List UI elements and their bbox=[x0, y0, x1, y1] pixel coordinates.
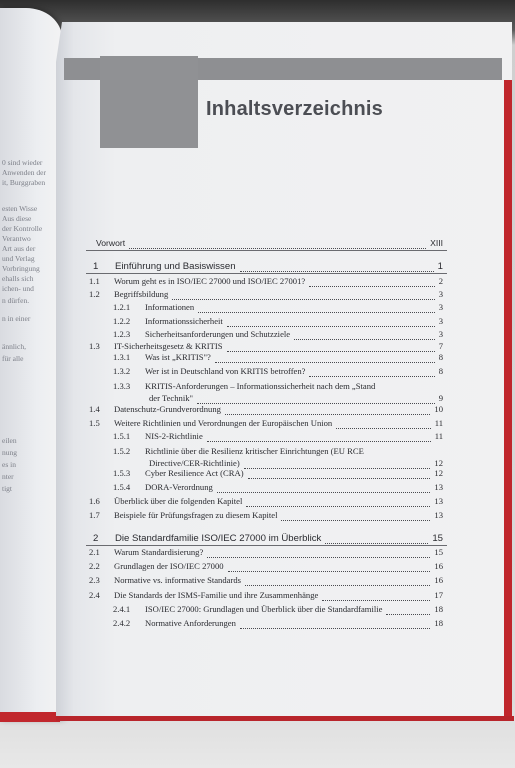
toc-entry-title: Einführung und Basiswissen bbox=[115, 261, 236, 272]
toc-dot-leader bbox=[281, 510, 430, 521]
toc-entry-page: 3 bbox=[438, 289, 443, 299]
left-page-text-fragment: Aus diese bbox=[2, 214, 32, 223]
left-page-text-fragment: 0 sind wieder bbox=[2, 158, 43, 167]
toc-dot-leader bbox=[245, 575, 430, 586]
toc-entry bbox=[0, 618, 515, 632]
toc-entry-title: Sicherheitsanforderungen und Schutzziele bbox=[145, 329, 291, 339]
left-page-text-fragment: ännlich, bbox=[2, 342, 26, 351]
toc-dot-leader bbox=[227, 316, 435, 327]
toc-entry-page: 16 bbox=[434, 575, 443, 585]
toc-entry-number: 1.3 bbox=[89, 341, 100, 351]
toc-entry-page: 10 bbox=[434, 404, 443, 414]
toc-entry-number: 2.4 bbox=[89, 590, 100, 600]
toc-dot-leader bbox=[217, 482, 430, 493]
left-page-text-fragment: n dürfen. bbox=[2, 296, 30, 305]
toc-entry-number: 2.1 bbox=[89, 547, 100, 557]
toc-entry-page: 16 bbox=[434, 561, 443, 571]
toc-entry bbox=[0, 547, 515, 561]
toc-entry-page: 17 bbox=[434, 590, 443, 600]
toc-entry bbox=[0, 276, 515, 290]
toc-dot-leader bbox=[309, 366, 435, 377]
toc-entry-title: Begriffsbildung bbox=[114, 289, 169, 299]
toc-dot-leader bbox=[248, 468, 430, 479]
toc-dot-leader bbox=[172, 289, 435, 300]
left-page-text-fragment: für alle bbox=[2, 354, 24, 363]
toc-entry-title: Was ist „KRITIS"? bbox=[145, 352, 211, 362]
toc-entry bbox=[0, 404, 515, 418]
left-page-text-fragment: Art aus der bbox=[2, 244, 36, 253]
toc-entry-title: Worum geht es in ISO/IEC 27000 und ISO/IEC 27001? bbox=[114, 276, 306, 286]
toc-entry-title: Datenschutz-Grundverordnung bbox=[114, 404, 221, 414]
toc-entry-number: 1.7 bbox=[89, 510, 100, 520]
toc-entry-page: 12 bbox=[434, 458, 443, 468]
toc-entry-page: 12 bbox=[434, 468, 443, 478]
toc-entry bbox=[0, 352, 515, 366]
left-page-text-fragment: eilen bbox=[2, 436, 17, 445]
toc-entry bbox=[0, 496, 515, 510]
toc-entry-page: 7 bbox=[438, 341, 443, 351]
toc-dot-leader bbox=[336, 418, 431, 429]
toc-entry-page: 15 bbox=[432, 533, 443, 544]
chapter-rule bbox=[86, 273, 447, 274]
toc-entry bbox=[0, 604, 515, 618]
toc-entry-title-continued: der Technik" bbox=[149, 393, 194, 403]
toc-entry-title: Warum Standardisierung? bbox=[114, 547, 204, 557]
toc-entry-number: 1.3.1 bbox=[113, 352, 131, 362]
toc-dot-leader bbox=[325, 533, 428, 544]
toc-entry-title: Die Standardfamilie ISO/IEC 27000 im Überblick bbox=[115, 533, 322, 544]
toc-entry-page: 11 bbox=[434, 431, 443, 441]
left-page-text-fragment: tigt bbox=[2, 484, 13, 493]
toc-entry-number: 1.6 bbox=[89, 496, 100, 506]
toc-dot-leader bbox=[246, 496, 430, 507]
toc-entry-number: 2.3 bbox=[89, 575, 100, 585]
toc-entry-number: 2.4.1 bbox=[113, 604, 131, 614]
toc-entry-number: 1.2.1 bbox=[113, 302, 131, 312]
toc-dot-leader bbox=[386, 604, 430, 615]
toc-entry-title: Beispiele für Prüfungsfragen zu diesem Kapitel bbox=[114, 510, 278, 520]
left-page-text-fragment: ichen- und bbox=[2, 284, 34, 293]
toc-entry-number: 1.3.2 bbox=[113, 366, 131, 376]
toc-dot-leader bbox=[197, 393, 435, 404]
toc-entry-page: 3 bbox=[438, 316, 443, 326]
toc-entry-title: Überblick über die folgenden Kapitel bbox=[114, 496, 243, 506]
toc-entry-number: 2.2 bbox=[89, 561, 100, 571]
toc-entry-page: 1 bbox=[437, 261, 443, 272]
toc-entry-page: 9 bbox=[438, 393, 443, 403]
toc-entry-page: 2 bbox=[438, 276, 443, 286]
toc-dot-leader bbox=[207, 431, 431, 442]
toc-entry-page: 18 bbox=[434, 604, 443, 614]
toc-entry bbox=[0, 316, 515, 330]
toc-dot-leader bbox=[227, 341, 435, 352]
toc-entry bbox=[0, 482, 515, 496]
toc-entry-title: Informationen bbox=[145, 302, 195, 312]
toc-dot-leader bbox=[225, 404, 430, 415]
toc-dot-leader bbox=[198, 302, 435, 313]
toc-entry-title: IT-Sicherheitsgesetz & KRITIS bbox=[114, 341, 223, 351]
toc-entry-title: DORA-Verordnung bbox=[145, 482, 213, 492]
left-page-text-fragment: ehalls sich bbox=[2, 274, 34, 283]
toc-entry-title: Vorwort bbox=[96, 238, 126, 248]
toc-entry-number: 1.5.3 bbox=[113, 468, 131, 478]
left-page-text-fragment: Verantwo bbox=[2, 234, 31, 243]
toc-entry-number: 1 bbox=[93, 261, 99, 272]
toc-entry-number: 1.1 bbox=[89, 276, 100, 286]
toc-entry-page: 13 bbox=[434, 482, 443, 492]
left-page-text-fragment: Vorbringung bbox=[2, 264, 40, 273]
left-page-text-fragment: und Verlag bbox=[2, 254, 35, 263]
toc-entry-page: 18 bbox=[434, 618, 443, 628]
left-page-text-fragment: Anwenden der bbox=[2, 168, 46, 177]
chapter-rule bbox=[86, 250, 447, 251]
toc-entry-title: KRITIS-Anforderungen – Informationssicherheit nach dem „Stand bbox=[145, 381, 376, 391]
toc-entry-title: Informationssicherheit bbox=[145, 316, 223, 326]
toc-entry bbox=[0, 510, 515, 524]
toc-entry bbox=[0, 366, 515, 380]
toc-entry-title: Die Standards der ISMS-Familie und ihre Zusammenhänge bbox=[114, 590, 319, 600]
toc-entry-title: Normative vs. informative Standards bbox=[114, 575, 241, 585]
chapter-rule bbox=[86, 545, 447, 546]
toc-entry-page: 8 bbox=[438, 352, 443, 362]
toc-entry-page: 11 bbox=[434, 418, 443, 428]
toc-dot-leader bbox=[207, 547, 430, 558]
toc-dot-leader bbox=[294, 329, 435, 340]
toc-entry-number: 1.5.2 bbox=[113, 446, 131, 456]
toc-entry-page: 13 bbox=[434, 510, 443, 520]
toc-entry bbox=[0, 302, 515, 316]
toc-dot-leader bbox=[309, 276, 435, 287]
toc-entry bbox=[0, 575, 515, 589]
toc-entry-title: Grundlagen der ISO/IEC 27000 bbox=[114, 561, 224, 571]
left-page-text-fragment: esten Wisse bbox=[2, 204, 38, 213]
toc-entry-page: 3 bbox=[438, 302, 443, 312]
toc-entry bbox=[0, 590, 515, 604]
toc-entry-number: 1.2.2 bbox=[113, 316, 131, 326]
toc-entry-number: 1.4 bbox=[89, 404, 100, 414]
toc-dot-leader bbox=[215, 352, 435, 363]
toc-entry-number: 1.5.4 bbox=[113, 482, 131, 492]
toc-entry-number: 2.4.2 bbox=[113, 618, 131, 628]
toc-entry bbox=[0, 561, 515, 575]
left-page-text-fragment: n in einer bbox=[2, 314, 31, 323]
toc-entry-page: 8 bbox=[438, 366, 443, 376]
left-page-text-fragment: it, Burggraben bbox=[2, 178, 46, 187]
toc-entry-number: 1.5 bbox=[89, 418, 100, 428]
toc-entry bbox=[0, 418, 515, 432]
toc-entry bbox=[0, 381, 515, 403]
toc-entry-number: 2 bbox=[93, 533, 99, 544]
toc-dot-leader bbox=[322, 590, 430, 601]
toc-entry-number: 1.3.3 bbox=[113, 381, 131, 391]
toc-entry-title: Weitere Richtlinien und Verordnungen der Europäischen Union bbox=[114, 418, 333, 428]
toc-entry-title: Wer ist in Deutschland von KRITIS betroffen? bbox=[145, 366, 306, 376]
toc-dot-leader bbox=[240, 261, 434, 272]
toc-entry-title: Normative Anforderungen bbox=[145, 618, 236, 628]
left-page-text-fragment: der Kontrolle bbox=[2, 224, 43, 233]
toc-entry bbox=[0, 289, 515, 303]
toc-entry-title: ISO/IEC 27000: Grundlagen und Überblick über die Standardfamilie bbox=[145, 604, 383, 614]
toc-entry-page: 13 bbox=[434, 496, 443, 506]
toc-entry-title: Cyber Resilience Act (CRA) bbox=[145, 468, 244, 478]
toc-entry-number: 1.5.1 bbox=[113, 431, 131, 441]
toc-entry-page: 3 bbox=[438, 329, 443, 339]
toc-entry-page: XIII bbox=[430, 238, 443, 248]
toc-entry-title-continued: Directive/CER-Richtlinie) bbox=[149, 458, 240, 468]
toc-dot-leader bbox=[129, 238, 426, 249]
toc-dot-leader bbox=[240, 618, 430, 629]
toc-entry bbox=[0, 431, 515, 445]
toc-entry-title: Richtlinie über die Resilienz kritischer Einrichtungen (EU RCE bbox=[145, 446, 364, 456]
toc-entry-title: NIS-2-Richtlinie bbox=[145, 431, 203, 441]
toc-entry-page: 15 bbox=[434, 547, 443, 557]
left-page-text-fragment: es in bbox=[2, 460, 16, 469]
page-title: Inhaltsverzeichnis bbox=[206, 98, 383, 120]
left-page-text-fragment: nung bbox=[2, 448, 17, 457]
toc-entry-number: 1.2.3 bbox=[113, 329, 131, 339]
toc-dot-leader bbox=[228, 561, 430, 572]
toc-entry-number: 1.2 bbox=[89, 289, 100, 299]
left-page-text-fragment: nter bbox=[2, 472, 14, 481]
toc-entry bbox=[0, 468, 515, 482]
